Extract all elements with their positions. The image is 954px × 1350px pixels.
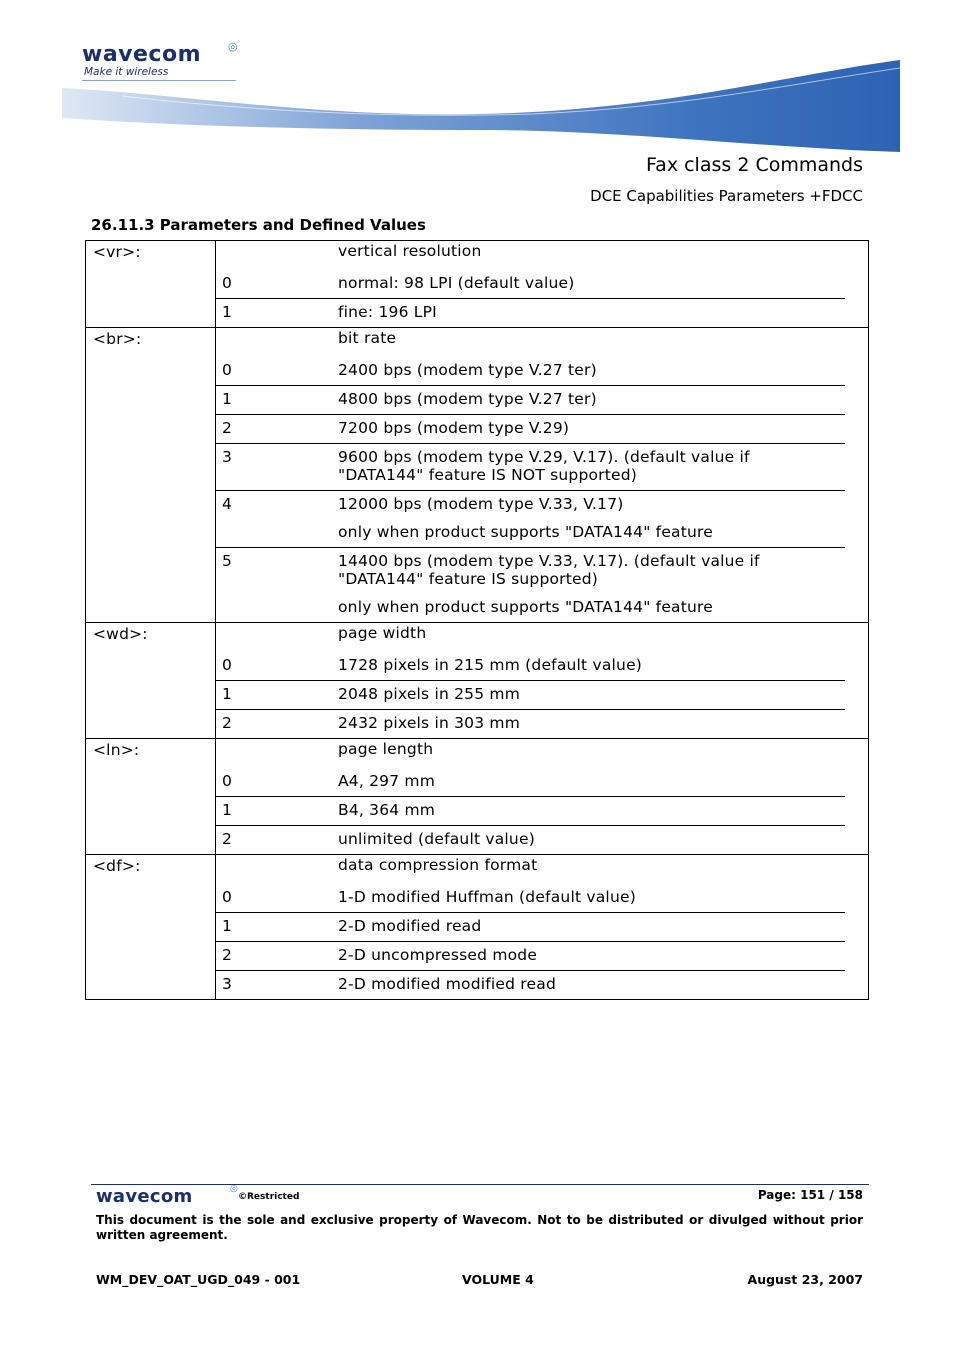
value-row (216, 796, 845, 825)
value-description-line: 2-D uncompressed mode (338, 946, 538, 964)
param-title: bit rate (338, 329, 397, 347)
param-group (86, 328, 869, 623)
parameters-table (85, 240, 869, 1000)
value-description-line: 14400 bps (modem type V.33, V.17). (default value if "DATA144" feature IS supported) (338, 552, 760, 588)
value-row (216, 825, 845, 854)
param-values-cell (216, 241, 869, 328)
value-description (338, 444, 845, 490)
param-title: page length (338, 740, 434, 758)
value-code: 5 (222, 552, 233, 570)
param-name: <br>: (86, 328, 216, 623)
value-row (216, 941, 845, 970)
value-description (338, 942, 845, 970)
footer-logo: wavecom (96, 1186, 193, 1207)
value-description-line: 2432 pixels in 303 mm (338, 714, 521, 732)
value-description (338, 913, 845, 941)
param-values-cell (216, 328, 869, 623)
value-row (216, 385, 845, 414)
value-code: 0 (222, 656, 233, 674)
value-row (216, 912, 845, 941)
page-current: 151 (800, 1188, 826, 1202)
param-name: <df>: (86, 855, 216, 1000)
page-separator: / (829, 1188, 834, 1202)
value-description-line: 2048 pixels in 255 mm (338, 685, 521, 703)
footer-divider (91, 1184, 869, 1185)
value-description-line: A4, 297 mm (338, 772, 436, 790)
value-code: 2 (222, 830, 233, 848)
volume-label: VOLUME 4 (462, 1272, 534, 1287)
value-code: 4 (222, 495, 233, 513)
value-description (338, 491, 845, 547)
value-row (216, 547, 845, 622)
value-description-line: 2-D modified modified read (338, 975, 557, 993)
value-description (338, 357, 845, 385)
value-description-line: 7200 bps (modem type V.29) (338, 419, 570, 437)
value-description-line: B4, 364 mm (338, 801, 436, 819)
param-values-cell (216, 623, 869, 739)
value-description (338, 710, 845, 738)
value-description-line: 2400 bps (modem type V.27 ter) (338, 361, 597, 379)
param-title: data compression format (338, 856, 538, 874)
param-name: <wd>: (86, 623, 216, 739)
param-name: <ln>: (86, 739, 216, 855)
value-description (338, 826, 845, 854)
value-row (216, 884, 845, 912)
param-group (86, 241, 869, 328)
chapter-title: Fax class 2 Commands (646, 154, 863, 176)
value-description-line: 2-D modified read (338, 917, 482, 935)
value-row (216, 768, 845, 796)
value-row (216, 652, 845, 680)
value-code: 2 (222, 946, 233, 964)
value-description-line: only when product supports "DATA144" feature (338, 523, 714, 541)
value-description-line: 1728 pixels in 215 mm (default value) (338, 656, 643, 674)
value-description (338, 797, 845, 825)
value-code: 1 (222, 390, 233, 408)
page-number (758, 1188, 863, 1202)
header-wave-graphic (62, 56, 900, 156)
param-name: <vr>: (86, 241, 216, 328)
logo-wordmark: wavecom (82, 42, 202, 67)
value-row (216, 680, 845, 709)
value-code: 1 (222, 685, 233, 703)
restricted-label: ©Restricted (238, 1192, 300, 1202)
param-group (86, 739, 869, 855)
document-reference: WM_DEV_OAT_UGD_049 - 001 (96, 1272, 301, 1287)
value-row (216, 490, 845, 547)
value-row (216, 443, 845, 490)
value-description (338, 884, 845, 912)
section-subtitle: DCE Capabilities Parameters +FDCC (590, 187, 863, 205)
value-description (338, 971, 845, 999)
value-description-line: 9600 bps (modem type V.29, V.17). (default value if "DATA144" feature IS NOT supported) (338, 448, 750, 484)
value-description-line: only when product supports "DATA144" feature (338, 598, 714, 616)
value-description (338, 548, 845, 622)
value-row (216, 357, 845, 385)
value-description (338, 768, 845, 796)
value-description-line: 1-D modified Huffman (default value) (338, 888, 636, 906)
value-description (338, 415, 845, 443)
param-group (86, 623, 869, 739)
value-row (216, 298, 845, 327)
logo-swirl-icon: ◎ (228, 40, 238, 53)
value-row (216, 709, 845, 738)
section-heading: 26.11.3 Parameters and Defined Values (91, 216, 426, 234)
value-code: 3 (222, 448, 233, 466)
value-code: 1 (222, 917, 233, 935)
disclaimer: This document is the sole and exclusive property of Wavecom. Not to be distributed or divulged without prior written agreement. (96, 1213, 863, 1242)
value-code: 0 (222, 888, 233, 906)
value-description (338, 299, 845, 327)
value-code: 2 (222, 714, 233, 732)
page-label: Page: (757, 1188, 796, 1202)
value-description-line: normal: 98 LPI (default value) (338, 274, 575, 292)
value-code: 3 (222, 975, 233, 993)
value-description (338, 270, 845, 298)
param-title: vertical resolution (338, 242, 482, 260)
document-date: August 23, 2007 (747, 1272, 863, 1287)
value-description (338, 652, 845, 680)
value-code: 1 (222, 303, 233, 321)
param-values-cell (216, 855, 869, 1000)
value-description-line: 12000 bps (modem type V.33, V.17) (338, 495, 624, 513)
value-code: 1 (222, 801, 233, 819)
value-code: 0 (222, 772, 233, 790)
value-description (338, 681, 845, 709)
param-title: page width (338, 624, 427, 642)
value-description-line: fine: 196 LPI (338, 303, 437, 321)
value-row (216, 414, 845, 443)
value-code: 0 (222, 361, 233, 379)
value-description-line: 4800 bps (modem type V.27 ter) (338, 390, 597, 408)
value-code: 0 (222, 274, 233, 292)
param-group (86, 855, 869, 1000)
value-description-line: unlimited (default value) (338, 830, 535, 848)
page-total: 158 (837, 1188, 863, 1202)
logo-tagline: Make it wireless (84, 66, 169, 78)
value-description (338, 386, 845, 414)
footer-logo-swirl-icon: ◎ (230, 1184, 238, 1194)
value-row (216, 970, 845, 999)
param-values-cell (216, 739, 869, 855)
value-row (216, 270, 845, 298)
value-code: 2 (222, 419, 233, 437)
